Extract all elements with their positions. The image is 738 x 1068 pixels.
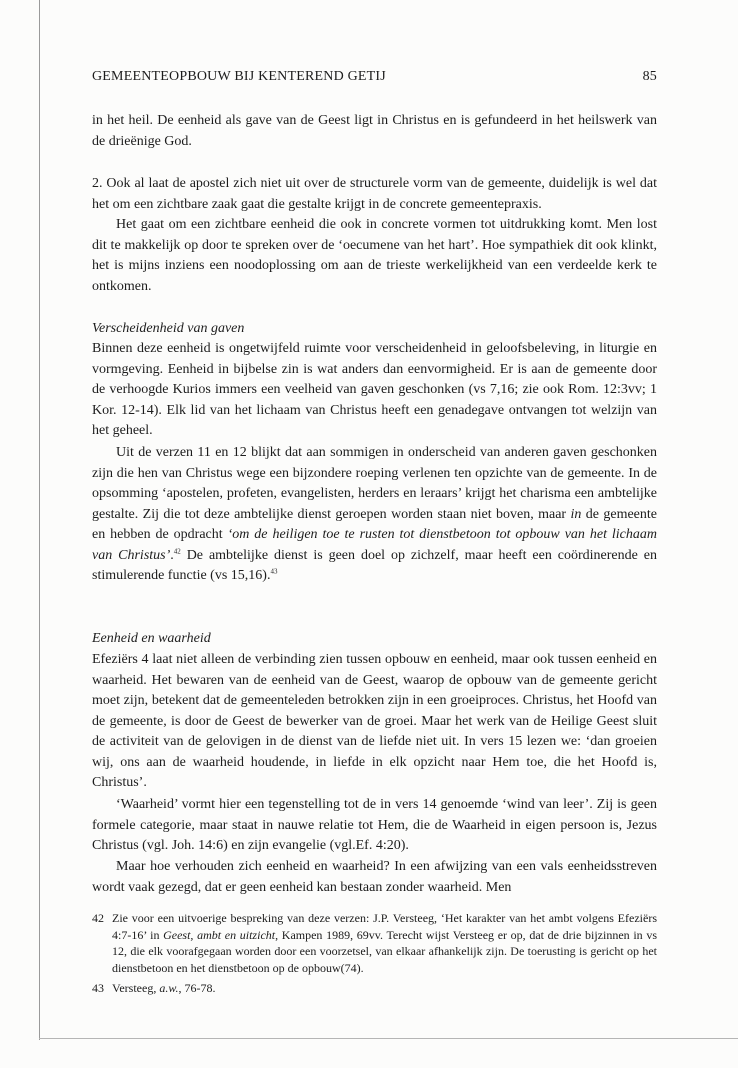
- footnote-43: [92, 980, 657, 997]
- footnote-title: Geest, ambt en uitzicht: [163, 927, 276, 942]
- paragraph-8: Maar hoe verhouden zich eenheid en waarheid? In een afwijzing van een vals eenheidsstreven wordt vaak gezegd, dat er geen eenheid kan bestaan zonder waarheid. Men: [92, 859, 657, 895]
- section-heading-eenheid: Eenheid en waarheid: [92, 631, 211, 646]
- paragraph-6: Efeziërs 4 laat niet alleen de verbinding zien tussen opbouw en eenheid, maar ook tussen eenheid en waarheid. Het bewaren van de eenheid van de Geest, waarop de opbouw van de gemeente gericht moet zijn, betekent dat de gemeenteleden betrokken zijn in een groeiproces. Christus, het Hoofd van de gemeente, is door de Geest de bewerker van de groei. Maar het werk van de Heilige Geest sluit de activiteit van de gelovigen in de dienst van de liefde niet uit. In vers 15 lezen we: ‘dan groeien wij, ons aan de waarheid houdende, in liefde in elk opzicht naar Hem toe, die het Hoofd is, Christus’.: [92, 652, 657, 790]
- running-header: [92, 69, 657, 85]
- footnote-text-b: , 76-78.: [178, 981, 216, 995]
- paragraph-1: in het heil. De eenheid als gave van de Geest ligt in Christus en is gefundeerd in het heilswerk van de drieënige God.: [92, 113, 657, 149]
- footnote-number: 42: [92, 911, 104, 925]
- section-heading-verscheidenheid: Verscheidenheid van gaven: [92, 321, 245, 336]
- footnote-42: [92, 910, 657, 976]
- paragraph-4: Binnen deze eenheid is ongetwijfeld ruimte voor verscheidenheid in geloofsbeleving, in liturgie en vormgeving. Eenheid in bijbelse zin is wat anders dan eenvormigheid. Er is aan de gemeente door de verhoogde Kurios immers een veelheid van gaven geschonken (vs 7,16; zie ook Rom. 12:3vv; 1 Kor. 12-14). Elk lid van het lichaam van Christus heeft een genadegave ontvangen tot welzijn van het geheel.: [92, 341, 657, 438]
- footnote-number: 43: [92, 981, 104, 995]
- p5-quote: ‘om de heiligen toe te rusten tot dienstbetoon tot opbouw van het lichaam van Christus’: [92, 527, 657, 563]
- p5-text-a: Uit de verzen 11 en 12 blijkt dat aan sommigen in onderscheid van anderen gaven geschonken zijn die hen van Christus wege een bijzondere roeping verlenen ten opzichte van de gemeente. In de opsomming ‘apostelen, profeten, evangelisten, herders en leraars’ krijgt het charisma een ambtelijke gestalte. Zij die tot deze ambtelijke dienst geroepen worden staan niet boven, maar: [92, 445, 657, 522]
- p5-text-b: de gemeente en hebben de opdracht: [92, 506, 657, 542]
- paragraph-2: 2. Ook al laat de apostel zich niet uit over de structurele vorm van de gemeente, duidelijk is wel dat het om een zichtbare zaak gaat die gestalte krijgt in de concrete gemeentepraxis.: [92, 176, 657, 212]
- footnote-text: [112, 980, 657, 997]
- paragraph-7: ‘Waarheid’ vormt hier een tegenstelling tot de in vers 14 genoemde ‘wind van leer’. Zij is geen formele categorie, maar staat in nauwe relatie tot Hem, die de Waarheid in eigen persoon is, Jezus Christus (vgl. Joh. 14:6) en zijn evangelie (vgl.Ef. 4:20).: [92, 797, 657, 853]
- footnote-ref-43[interactable]: 43: [270, 567, 278, 576]
- footnote-text-a: Zie voor een uitvoerige bespreking van deze verzen: J.P. Versteeg, ‘Het karakter van het ambt volgens Efeziërs 4:7-16’ in: [112, 911, 657, 942]
- scan-bottom-edge: [39, 1038, 738, 1039]
- scan-left-edge: [39, 0, 40, 1040]
- footnote-text-b: , Kampen 1989, 69vv. Terecht wijst Versteeg er op, dat de drie bijzinnen in vs 12, die elk voorafgegaan worden door een voorzetsel, van elkaar afhankelijk zijn. De toerusting is gericht op het dienstbetoon en het dienstbetoon op de opbouw(74).: [112, 927, 657, 975]
- footnote-text-a: Versteeg,: [112, 981, 160, 995]
- p5-emphasis-in: in: [570, 506, 582, 522]
- paragraph-5: [92, 443, 657, 587]
- p5-text-c: .: [170, 547, 174, 563]
- footnotes: [92, 910, 657, 997]
- p5-text-d: De ambtelijke dienst is geen doel op zichzelf, maar heeft een coördinerende en stimulerende functie (vs 15,16).: [92, 547, 657, 583]
- running-title: GEMEENTEOPBOUW BIJ KENTEREND GETIJ: [92, 69, 386, 84]
- footnote-ref-42[interactable]: 42: [173, 546, 181, 555]
- footnote-title: a.w.: [159, 981, 179, 995]
- footnote-text: [112, 910, 657, 976]
- paragraph-3: Het gaat om een zichtbare eenheid die ook in concrete vormen tot uitdrukking komt. Men lost dit te makkelijk op door te spreken over de ‘oecumene van het hart’. Hoe sympathiek dit ook klinkt, het is mijns inziens een noodoplossing om aan de trieste werkelijkheid van een verdeelde kerk te ontkomen.: [92, 217, 657, 294]
- page-number: 85: [642, 69, 657, 84]
